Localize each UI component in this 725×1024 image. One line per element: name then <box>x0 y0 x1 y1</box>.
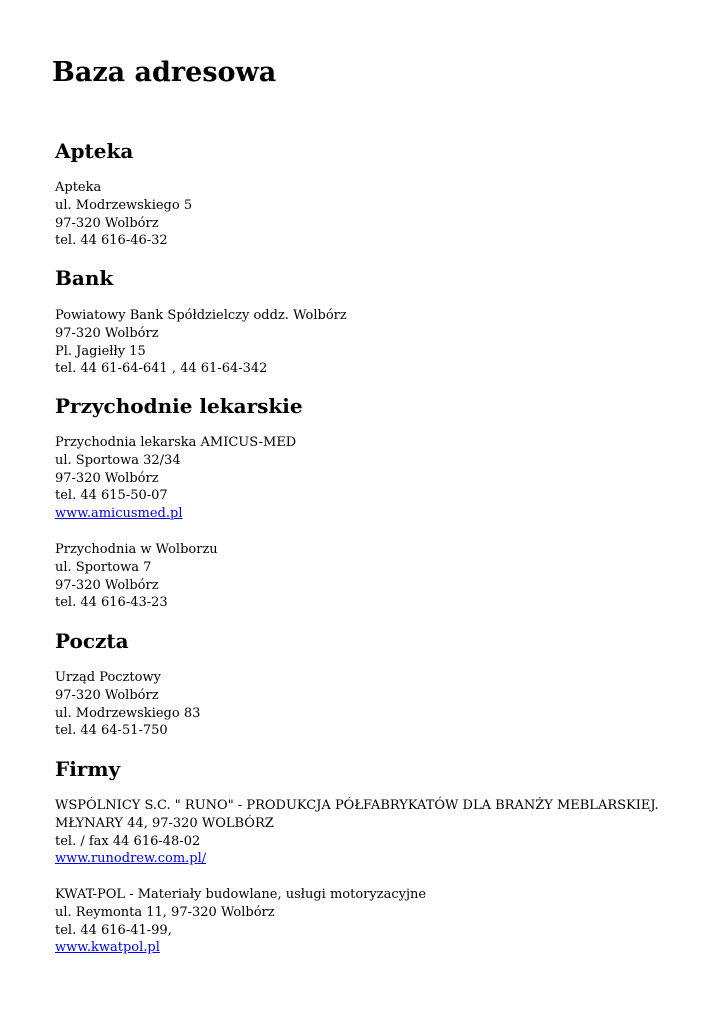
entry-line: tel. 44 615-50-07 <box>55 488 168 504</box>
entry-line: Powiatowy Bank Spółdzielczy oddz. Wolbórz <box>55 308 347 323</box>
section-heading-przychodnie: Przychodnie lekarskie <box>55 394 303 418</box>
entry-line: ul. Reymonta 11, 97-320 Wolbórz <box>55 904 275 920</box>
entry-line: 97-320 Wolbórz <box>55 325 159 341</box>
entry-bank <box>55 307 347 378</box>
kwatpol-link[interactable]: www.kwatpol.pl <box>55 940 160 956</box>
entry-poczta <box>55 669 200 740</box>
entry-line: tel. / fax 44 616-48-02 <box>55 833 201 849</box>
entry-line: Przychodnia lekarska AMICUS-MED <box>55 435 297 450</box>
entry-line: 97-320 Wolbórz <box>55 470 159 486</box>
entry-line: 97-320 Wolbórz <box>55 215 159 231</box>
entry-line: Apteka <box>55 180 102 195</box>
entry-line: tel. 44 61-64-641 , 44 61-64-342 <box>55 361 268 377</box>
entry-line: KWAT-POL - Materiały budowlane, usługi motoryzacyjne <box>55 887 427 902</box>
entry-runo <box>55 797 659 868</box>
entry-line: tel. 44 616-46-32 <box>55 233 168 249</box>
entry-line: ul. Modrzewskiego 5 <box>55 197 193 213</box>
runodrew-link[interactable]: www.runodrew.com.pl/ <box>55 851 207 867</box>
section-heading-poczta: Poczta <box>55 629 129 653</box>
entry-line: Urząd Pocztowy <box>55 670 161 685</box>
entry-line: tel. 44 64-51-750 <box>55 723 168 739</box>
entry-line: ul. Sportowa 7 <box>55 559 152 575</box>
entry-line: ul. Sportowa 32/34 <box>55 452 181 468</box>
entry-line: MŁYNARY 44, 97-320 WOLBÓRZ <box>55 815 274 831</box>
entry-amicus-med <box>55 434 296 523</box>
entry-line: 97-320 Wolbórz <box>55 687 159 703</box>
entry-line: ul. Modrzewskiego 83 <box>55 705 201 721</box>
entry-line: WSPÓLNICY S.C. " RUNO" - PRODUKCJA PÓŁFABRYKATÓW DLA BRANŻY MEBLARSKIEJ. <box>55 798 659 813</box>
entry-apteka <box>55 179 192 250</box>
entry-line: tel. 44 616-41-99, <box>55 922 172 938</box>
section-heading-firmy: Firmy <box>55 757 121 781</box>
entry-przychodnia-wolborz <box>55 541 218 612</box>
amicusmed-link[interactable]: www.amicusmed.pl <box>55 506 183 522</box>
entry-line: Pl. Jagiełły 15 <box>55 343 146 359</box>
page-title: Baza adresowa <box>52 57 277 88</box>
entry-line: Przychodnia w Wolborzu <box>55 542 218 557</box>
section-heading-bank: Bank <box>55 266 114 290</box>
entry-kwat-pol <box>55 886 426 957</box>
section-heading-apteka: Apteka <box>55 139 134 163</box>
entry-line: 97-320 Wolbórz <box>55 577 159 593</box>
entry-line: tel. 44 616-43-23 <box>55 595 168 611</box>
